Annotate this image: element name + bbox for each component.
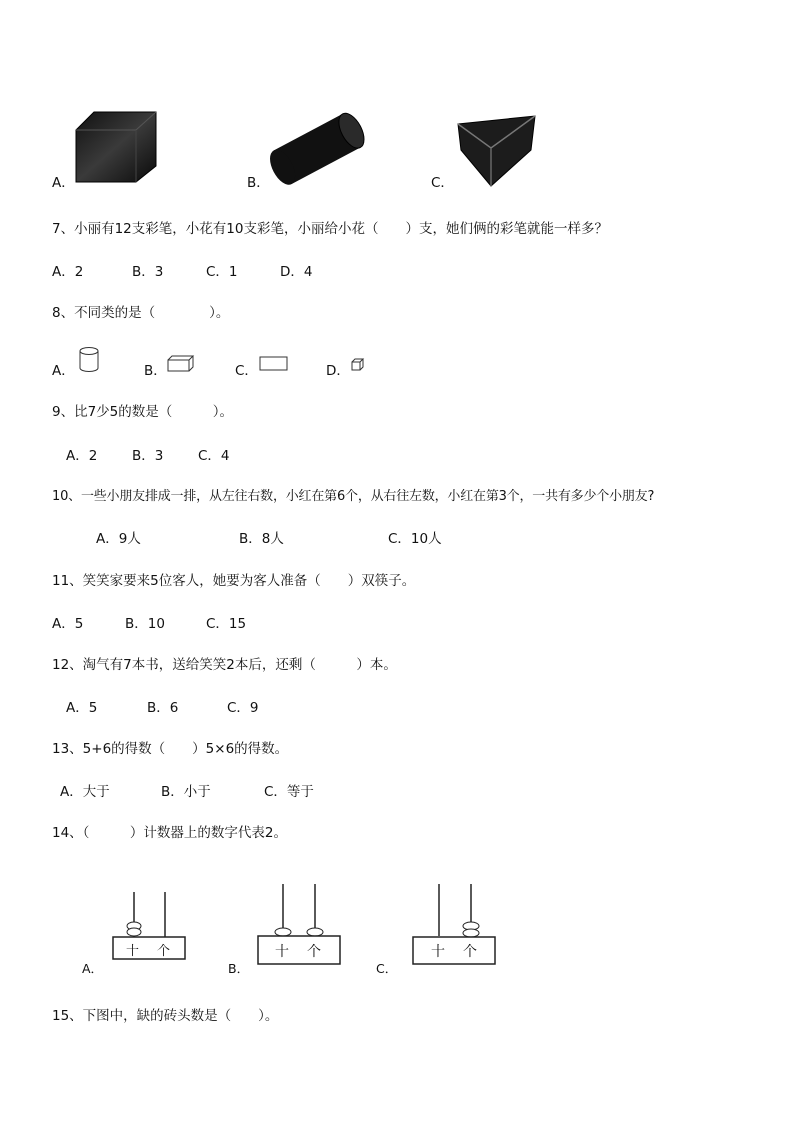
cylinder-outline-icon [78, 346, 100, 374]
q7-option-a: A．2 [52, 264, 84, 280]
question-14: 14、（ ）计数器上的数字代表2。 [52, 825, 288, 841]
abacus-c [411, 882, 499, 968]
q13-option-a: A．大于 [60, 784, 110, 800]
cylinder-image [268, 112, 366, 186]
triangular-prism-image [455, 110, 539, 188]
q6-option-a: A． [52, 175, 75, 191]
rectangle-outline-icon [259, 356, 289, 372]
abacus-ones-label: 个 [157, 944, 171, 959]
question-11: 11、笑笑家要来5位客人，她要为客人准备（ ）双筷子。 [52, 573, 416, 589]
q11-option-c: C．15 [206, 616, 247, 632]
q12-option-a: A．5 [66, 700, 98, 716]
q6-option-b: B． [247, 175, 270, 191]
q10-option-c: C．10人 [388, 531, 442, 547]
q6-option-c: C． [431, 175, 454, 191]
q9-option-a: A．2 [66, 448, 98, 464]
question-8: 8、不同类的是（ ）。 [52, 305, 230, 321]
q14-option-a: A． [82, 961, 104, 976]
small-cube-outline-icon [351, 358, 365, 372]
abacus-tens-label: 十 [431, 944, 445, 960]
question-10: 10、一些小朋友排成一排，从左往右数，小红在第6个，从右往左数，小红在第3个，一共有多少个小朋友? [52, 489, 655, 504]
q9-option-b: B．3 [132, 448, 164, 464]
abacus-ones-label: 个 [463, 944, 477, 960]
cube-image [74, 110, 160, 184]
q11-option-b: B．10 [125, 616, 165, 632]
cuboid-outline-icon [167, 355, 195, 373]
abacus-a [112, 886, 188, 962]
abacus-b [256, 882, 342, 968]
q14-option-c: C． [376, 961, 398, 976]
q10-option-a: A．9人 [96, 531, 141, 547]
q9-option-c: C．4 [198, 448, 230, 464]
question-13: 13、5+6的得数（ ）5×6的得数。 [52, 741, 289, 757]
q10-option-b: B．8人 [239, 531, 284, 547]
question-9: 9、比7少5的数是（ ）。 [52, 404, 234, 420]
q11-option-a: A．5 [52, 616, 84, 632]
q8-option-a: A． [52, 363, 75, 379]
q8-option-d: D． [326, 363, 350, 379]
q8-option-c: C． [235, 363, 258, 379]
q7-option-b: B．3 [132, 264, 164, 280]
question-7: 7、小丽有12支彩笔，小花有10支彩笔，小丽给小花（ ）支，她们俩的彩笔就能一样多？ [52, 221, 608, 237]
abacus-tens-label: 十 [275, 944, 289, 960]
question-12: 12、淘气有7本书，送给笑笑2本后，还剩（ ）本。 [52, 657, 397, 673]
q14-option-b: B． [228, 961, 250, 976]
q7-option-c: C．1 [206, 264, 238, 280]
abacus-tens-label: 十 [126, 944, 140, 959]
question-15: 15、下图中，缺的砖头数是（ ）。 [52, 1008, 279, 1024]
abacus-ones-label: 个 [307, 944, 321, 960]
q13-option-c: C．等于 [264, 784, 314, 800]
q12-option-c: C．9 [227, 700, 259, 716]
q7-option-d: D．4 [280, 264, 313, 280]
q8-option-b: B． [144, 363, 167, 379]
q12-option-b: B．6 [147, 700, 179, 716]
q13-option-b: B．小于 [161, 784, 211, 800]
